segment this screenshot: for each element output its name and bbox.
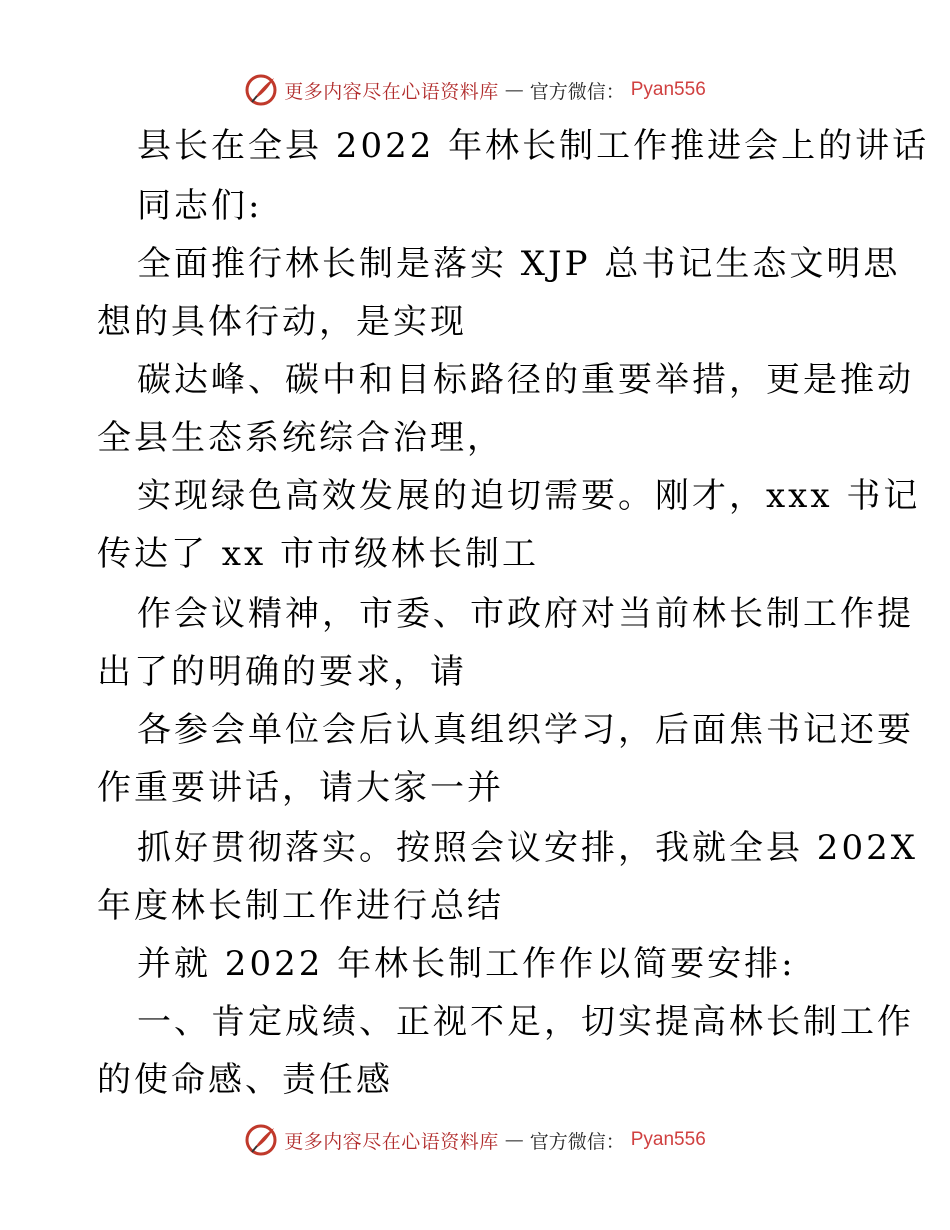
- watermark-dash: —: [504, 79, 524, 101]
- paragraph-line: 作会议精神，市委、市政府对当前林长制工作提: [137, 594, 914, 634]
- paragraph-line: 全面推行林长制是落实 XJP 总书记生态文明思: [137, 244, 901, 284]
- paragraph-line: 出了的明确的要求，请: [97, 652, 467, 692]
- paragraph-line: 作重要讲话，请大家一并: [97, 768, 504, 808]
- section-heading: 一、肯定成绩、正视不足，切实提高林长制工作: [137, 1002, 914, 1042]
- paragraph-line: 并就 2022 年林长制工作作以简要安排:: [137, 944, 796, 984]
- section-heading-continued: 的使命感、责任感: [97, 1060, 393, 1100]
- footer-watermark: [0, 1120, 950, 1160]
- feather-pen-logo-icon: [244, 1123, 278, 1157]
- watermark-main-text: 更多内容尽在心语资料库: [284, 80, 499, 103]
- watermark-dash: —: [504, 1129, 524, 1151]
- paragraph-line: 实现绿色高效发展的迫切需要。刚才，xxx 书记: [137, 476, 921, 516]
- header-watermark: [0, 70, 950, 110]
- paragraph-line: 抓好贯彻落实。按照会议安排，我就全县 202X: [137, 828, 918, 868]
- paragraph-line: 全县生态系统综合治理，: [97, 418, 504, 458]
- paragraph-line: 年度林长制工作进行总结: [97, 886, 504, 926]
- watermark-wechat-id: Pyan556: [630, 1129, 706, 1150]
- watermark-label: 官方微信：: [529, 1130, 625, 1153]
- watermark-main-text: 更多内容尽在心语资料库: [284, 1130, 499, 1153]
- salutation: 同志们:: [137, 186, 263, 226]
- feather-pen-logo-icon: [244, 73, 278, 107]
- paragraph-line: 想的具体行动，是实现: [97, 302, 467, 342]
- document-title: 县长在全县 2022 年林长制工作推进会上的讲话: [137, 126, 930, 166]
- paragraph-line: 碳达峰、碳中和目标路径的重要举措，更是推动: [137, 360, 914, 400]
- watermark-label: 官方微信：: [529, 80, 625, 103]
- watermark-wechat-id: Pyan556: [630, 79, 706, 100]
- paragraph-line: 传达了 xx 市市级林长制工: [97, 534, 539, 574]
- paragraph-line: 各参会单位会后认真组织学习，后面焦书记还要: [137, 710, 914, 750]
